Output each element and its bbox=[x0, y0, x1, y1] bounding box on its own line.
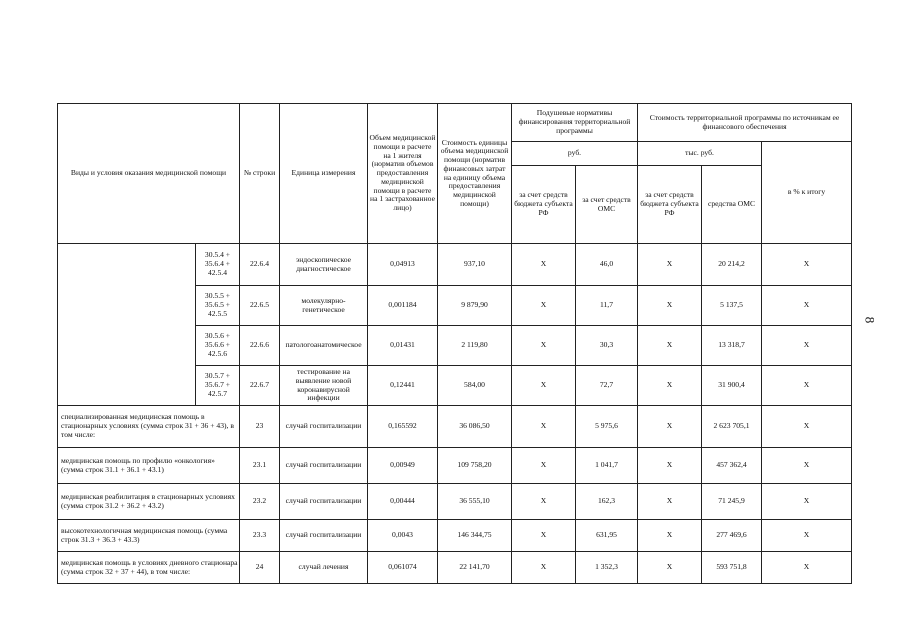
row-oms: 1 041,7 bbox=[576, 448, 638, 484]
row-budget-rf-tys: X bbox=[638, 520, 702, 552]
row-budget-rf-tys: X bbox=[638, 244, 702, 286]
row-budget-rf: X bbox=[512, 326, 576, 366]
row-unit: случай госпитализации bbox=[280, 448, 368, 484]
row-name: медицинская реабилитация в стационарных условиях (сумма строк 31.2 + 36.2 + 43.2) bbox=[58, 484, 240, 520]
row-oms: 30,3 bbox=[576, 326, 638, 366]
row-budget-rf: X bbox=[512, 366, 576, 406]
row-number: 22.6.6 bbox=[240, 326, 280, 366]
row-number: 22.6.4 bbox=[240, 244, 280, 286]
row-unit: тестирование на выявление новой коронавирусной инфекции bbox=[280, 366, 368, 406]
row-cost: 146 344,75 bbox=[438, 520, 512, 552]
row-oms: 1 352,3 bbox=[576, 552, 638, 584]
row-budget-rf: X bbox=[512, 552, 576, 584]
row-name: медицинская помощь в условиях дневного стационара (сумма строк 32 + 37 + 44), в том числе: bbox=[58, 552, 240, 584]
row-name: высокотехнологичная медицинская помощь (сумма строк 31.3 + 36.3 + 43.3) bbox=[58, 520, 240, 552]
row-oms-tys: 277 469,6 bbox=[702, 520, 762, 552]
row-unit: эндоскопическое диагностическое bbox=[280, 244, 368, 286]
row-volume: 0,00949 bbox=[368, 448, 438, 484]
row-volume: 0,04913 bbox=[368, 244, 438, 286]
table-row bbox=[58, 244, 852, 286]
header-obem: Объем медицинской помощи в расчете на 1 жителя (норматив объемов предоставления медицинской помощи в расчете на 1 застрахованное лицо) bbox=[368, 104, 438, 244]
table-row bbox=[58, 448, 852, 484]
row-budget-rf: X bbox=[512, 484, 576, 520]
header-podushevye: Подушевые нормативы финансирования территориальной программы bbox=[512, 104, 638, 142]
header-oms: за счет средств ОМС bbox=[576, 166, 638, 244]
row-percent: X bbox=[762, 366, 852, 406]
header-nomer: № строки bbox=[240, 104, 280, 244]
row-unit: молекулярно-генетическое bbox=[280, 286, 368, 326]
row-oms-tys: 20 214,2 bbox=[702, 244, 762, 286]
row-ref: 30.5.5 + 35.6.5 + 42.5.5 bbox=[196, 286, 240, 326]
row-ref: 30.5.4 + 35.6.4 + 42.5.4 bbox=[196, 244, 240, 286]
row-number: 24 bbox=[240, 552, 280, 584]
row-budget-rf: X bbox=[512, 520, 576, 552]
row-number: 22.6.7 bbox=[240, 366, 280, 406]
row-percent: X bbox=[762, 552, 852, 584]
row-budget-rf: X bbox=[512, 286, 576, 326]
row-oms: 72,7 bbox=[576, 366, 638, 406]
header-vidy: Виды и условия оказания медицинской помощи bbox=[58, 104, 240, 244]
row-volume: 0,0043 bbox=[368, 520, 438, 552]
row-number: 23.1 bbox=[240, 448, 280, 484]
row-oms-tys: 2 623 705,1 bbox=[702, 406, 762, 448]
row-unit: случай госпитализации bbox=[280, 520, 368, 552]
header-rub: руб. bbox=[512, 142, 638, 166]
table-row bbox=[58, 552, 852, 584]
row-percent: X bbox=[762, 286, 852, 326]
row-cost: 36 086,50 bbox=[438, 406, 512, 448]
row-volume: 0,001184 bbox=[368, 286, 438, 326]
row-budget-rf-tys: X bbox=[638, 484, 702, 520]
row-unit: случай госпитализации bbox=[280, 406, 368, 448]
header-budget-rf: за счет средств бюджета субъекта РФ bbox=[512, 166, 576, 244]
header-tys-rub: тыс. руб. bbox=[638, 142, 762, 166]
page-number: 8 bbox=[862, 316, 878, 324]
row-oms-tys: 593 751,8 bbox=[702, 552, 762, 584]
row-percent: X bbox=[762, 484, 852, 520]
row-oms-tys: 13 318,7 bbox=[702, 326, 762, 366]
row-volume: 0,00444 bbox=[368, 484, 438, 520]
row-number: 22.6.5 bbox=[240, 286, 280, 326]
row-unit: случай госпитализации bbox=[280, 484, 368, 520]
row-number: 23.3 bbox=[240, 520, 280, 552]
row-oms: 11,7 bbox=[576, 286, 638, 326]
row-volume: 0,01431 bbox=[368, 326, 438, 366]
financial-table bbox=[57, 103, 852, 584]
row-volume: 0,12441 bbox=[368, 366, 438, 406]
row-oms-tys: 457 362,4 bbox=[702, 448, 762, 484]
row-oms-tys: 71 245,9 bbox=[702, 484, 762, 520]
header-budget-rf-short: за счет средств бюджета субъекта РФ bbox=[638, 166, 702, 244]
row-budget-rf: X bbox=[512, 448, 576, 484]
blank-cell bbox=[58, 244, 196, 406]
table-row bbox=[58, 406, 852, 448]
row-ref: 30.5.6 + 35.6.6 + 42.5.6 bbox=[196, 326, 240, 366]
row-oms-tys: 31 900,4 bbox=[702, 366, 762, 406]
row-cost: 9 879,90 bbox=[438, 286, 512, 326]
row-cost: 584,00 bbox=[438, 366, 512, 406]
row-cost: 22 141,70 bbox=[438, 552, 512, 584]
header-sredstva-oms: средства ОМС bbox=[702, 166, 762, 244]
row-percent: X bbox=[762, 406, 852, 448]
row-percent: X bbox=[762, 244, 852, 286]
row-unit: патологоанатомическое bbox=[280, 326, 368, 366]
row-volume: 0,165592 bbox=[368, 406, 438, 448]
row-budget-rf-tys: X bbox=[638, 286, 702, 326]
row-budget-rf-tys: X bbox=[638, 366, 702, 406]
row-budget-rf-tys: X bbox=[638, 448, 702, 484]
header-edinica: Единица измерения bbox=[280, 104, 368, 244]
row-budget-rf: X bbox=[512, 406, 576, 448]
row-budget-rf-tys: X bbox=[638, 326, 702, 366]
row-name: специализированная медицинская помощь в стационарных условиях (сумма строк 31 + 36 + 43), в том числе: bbox=[58, 406, 240, 448]
row-budget-rf: X bbox=[512, 244, 576, 286]
row-budget-rf-tys: X bbox=[638, 406, 702, 448]
row-number: 23.2 bbox=[240, 484, 280, 520]
row-percent: X bbox=[762, 326, 852, 366]
row-cost: 36 555,10 bbox=[438, 484, 512, 520]
row-cost: 937,10 bbox=[438, 244, 512, 286]
table-row bbox=[58, 520, 852, 552]
row-unit: случай лечения bbox=[280, 552, 368, 584]
row-oms: 5 975,6 bbox=[576, 406, 638, 448]
row-percent: X bbox=[762, 448, 852, 484]
row-budget-rf-tys: X bbox=[638, 552, 702, 584]
header-stoimost: Стоимость единицы объема медицинской помощи (норматив финансовых затрат на единицу объема предоставления медицинской помощи) bbox=[438, 104, 512, 244]
table-row bbox=[58, 484, 852, 520]
row-oms: 46,0 bbox=[576, 244, 638, 286]
row-name: медицинская помощь по профилю «онкология» (сумма строк 31.1 + 36.1 + 43.1) bbox=[58, 448, 240, 484]
row-cost: 109 758,20 bbox=[438, 448, 512, 484]
row-oms-tys: 5 137,5 bbox=[702, 286, 762, 326]
row-percent: X bbox=[762, 520, 852, 552]
row-oms: 162,3 bbox=[576, 484, 638, 520]
row-oms: 631,95 bbox=[576, 520, 638, 552]
row-number: 23 bbox=[240, 406, 280, 448]
header-v-procentah: в % к итогу bbox=[762, 142, 852, 244]
row-ref: 30.5.7 + 35.6.7 + 42.5.7 bbox=[196, 366, 240, 406]
row-volume: 0,061074 bbox=[368, 552, 438, 584]
header-stoimost-terr: Стоимость территориальной программы по источникам ее финансового обеспечения bbox=[638, 104, 852, 142]
row-cost: 2 119,80 bbox=[438, 326, 512, 366]
